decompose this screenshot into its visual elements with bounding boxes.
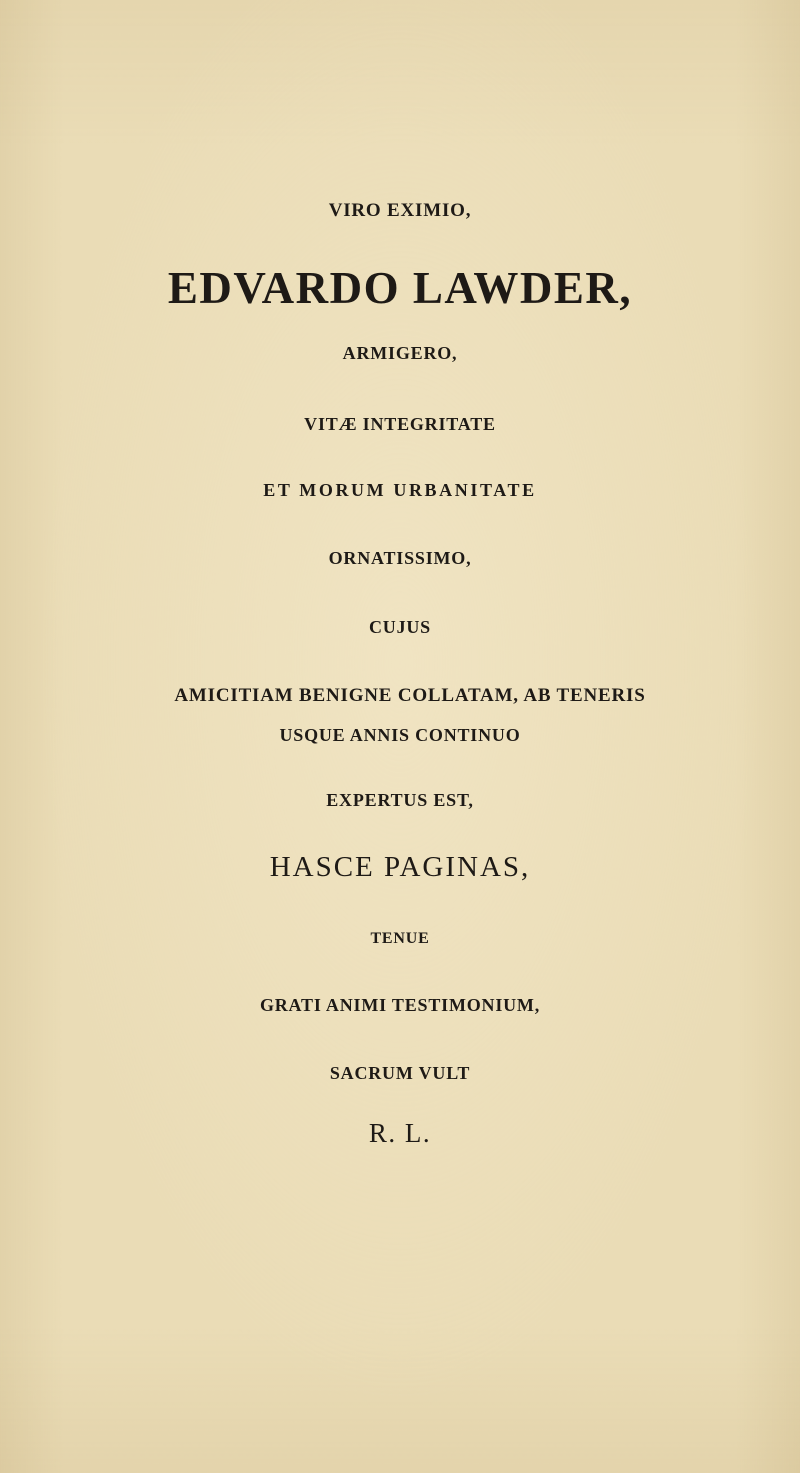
dedication-line-morum: ET MORUM URBANITATE [263,480,537,500]
dedication-line-expertus: EXPERTUS EST, [326,790,474,810]
dedication-line-cujus: CUJUS [368,617,431,637]
dedication-line-grati: GRATI ANIMI TESTIMONIUM, [259,995,541,1015]
dedication-line-name: EDVARDO LAWDER, [167,263,633,313]
dedication-line-sacrum: SACRUM VULT [329,1063,471,1083]
dedication-line-armigero: ARMIGERO, [342,343,458,363]
dedication-line-vitae: VITÆ INTEGRITATE [304,414,496,434]
dedication-line-hasce-paginas: HASCE PAGINAS, [269,851,531,883]
dedication-line-ornatissimo: ORNATISSIMO, [328,548,472,568]
dedication-line-amicitiam: AMICITIAM BENIGNE COLLATAM, AB TENERIS [174,685,646,706]
dedication-line-tenue: TENUE [370,930,430,947]
dedication-line-viro-eximio: VIRO EXIMIO, [328,200,472,221]
dedication-signature-initials: R. L. [368,1118,432,1148]
dedication-line-usque: USQUE ANNIS CONTINUO [279,725,521,745]
